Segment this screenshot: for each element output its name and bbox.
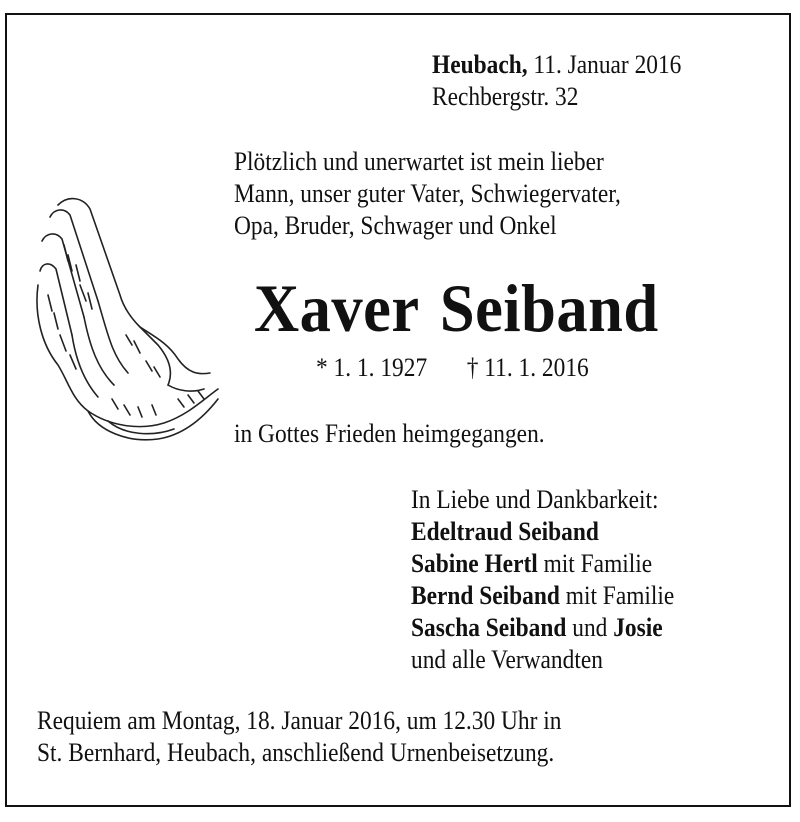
mourners-intro: In Liebe und Dankbarkeit: [411,485,659,514]
mourner-name-2: Josie [613,613,663,642]
deceased-name [254,268,659,348]
requiem-line-1: Requiem am Montag, 18. Januar 2016, um 12.30 Uhr in [37,706,562,735]
mourner-suffix: und [566,613,614,642]
mourner-name: Sascha Seiband [411,613,567,642]
passed-text: in Gottes Frieden heimgegangen. [234,419,545,448]
requiem-line-2: St. Bernhard, Heubach, anschließend Urnenbeisetzung. [37,738,555,767]
mourner-name: Bernd Seiband [411,581,560,610]
mourners-closing: und alle Verwandten [411,645,603,674]
header-date: 11. Januar 2016 [533,50,682,79]
mourner-name: Edeltraud Seiband [411,517,599,546]
mourner-suffix: mit Familie [559,581,675,610]
mourner-suffix: mit Familie [537,549,653,578]
birth-date: * 1. 1. 1927 [316,353,428,382]
mourner-line [411,612,663,644]
header-street: Rechbergstr. 32 [432,82,579,111]
deceased-first-name: Xaver [254,270,420,346]
intro-line-2: Mann, unser guter Vater, Schwiegervater, [234,179,621,208]
mourner-line [411,516,599,548]
death-date: † 11. 1. 2016 [466,353,589,382]
praying-hands-icon [28,185,228,445]
mourner-line [411,548,652,580]
mourner-line [411,580,674,612]
mourner-name: Sabine Hertl [411,549,538,578]
intro-line-1: Plötzlich und unerwartet ist mein lieber [234,147,604,176]
life-dates [316,352,589,384]
deceased-last-name: Seiband [439,270,659,346]
intro-line-3: Opa, Bruder, Schwager und Onkel [234,211,557,240]
header-place-date [432,49,681,81]
header-place: Heubach, [432,50,528,79]
